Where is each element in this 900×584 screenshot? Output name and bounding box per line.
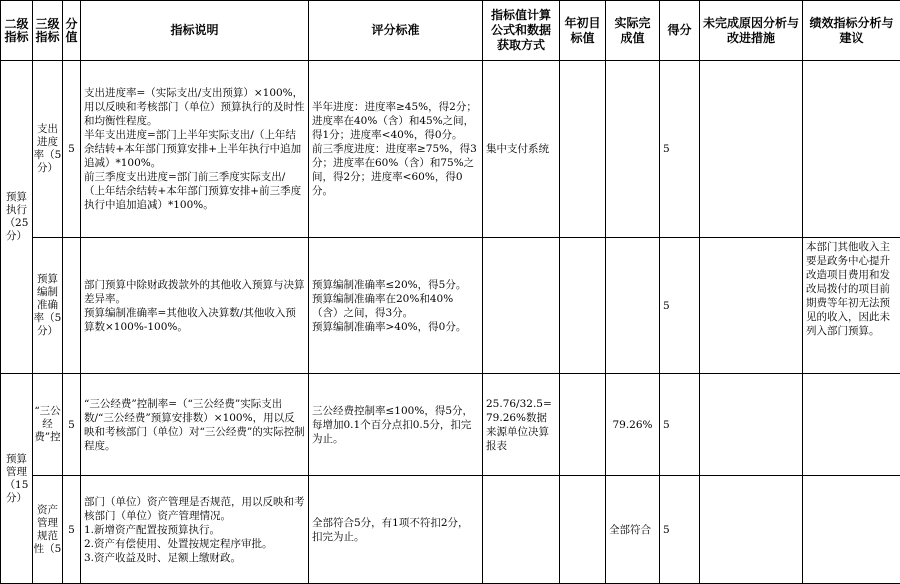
reasons-cell [700,61,803,238]
group-budget-management: 预算管理（15分） [1,374,33,584]
header-description: 指标说明 [81,1,309,61]
description-cell: 部门（单位）资产管理是否规范，用以反映和考核部门（单位）资产管理情况。 1.新增资产配置按预算执行。 2.资产有偿使用、处置按规定程序审批。 3.资产收益及时、足额上缴财政。 [81,476,309,584]
header-row [1,1,900,61]
score-cell: 5 [63,61,81,238]
reasons-cell [700,374,803,476]
reasons-cell [700,238,803,374]
criteria-cell: 预算编制准确率≤20%，得5分。 预算编制准确率在20%和40%（含）之间，得3分。 预算编制准确率>40%，得0分。 [309,238,483,374]
actual-cell: 79.26% [606,374,660,476]
score-cell [63,238,81,374]
score-cell: 5 [63,476,81,584]
description-cell: “三公经费”控制率=（“三公经费”实际支出数/“三公经费”预算安排数）×100%，用以反映和考核部门（单位）对“三公经费”的实际控制程度。 [81,374,309,476]
criteria-cell: 半年进度：进度率≥45%，得2分；进度率在40%（含）和45%之间，得1分；进度率<40%，得0分。 前三季度进度：进度率≥75%，得3分；进度率在60%（含）和75%之间，得2分；进度率<60%，得0分。 [309,61,483,238]
initial-target-cell [560,61,606,238]
header-score: 分值 [63,1,81,61]
description-cell: 部门预算中除财政拨款外的其他收入预算与决算差异率。 预算编制准确率=其他收入决算数/其他收入预算数×100%-100%。 [81,238,309,374]
formula-cell [483,238,560,374]
indicator-cell: 资产管理规范性（5 [33,476,63,584]
criteria-cell: 三公经费控制率≤100%，得5分，每增加0.1个百分点扣0.5分，扣完为止。 [309,374,483,476]
points-cell: 5 [660,238,700,374]
initial-target-cell [560,374,606,476]
score-cell: 5 [63,374,81,476]
table-row [1,476,900,584]
header-level3: 三级指标 [33,1,63,61]
actual-cell [606,61,660,238]
formula-cell: 集中支付系统 [483,61,560,238]
table-row [1,61,900,238]
header-analysis: 绩效指标分析与建议 [803,1,900,61]
group-budget-execution: 预算执行（25分） [1,61,33,374]
formula-cell: 25.76/32.5=79.26%数据来源单位决算报表 [483,374,560,476]
header-level2: 二级指标 [1,1,33,61]
description-cell: 支出进度率=（实际支出/支出预算）×100%，用以反映和考核部门（单位）预算执行的及时性和均衡性程度。 半年支出进度=部门上半年实际支出/（上年结余结转+本年部门预算安排+上半年执行中追加追减）*100%。 前三季度支出进度=部门前三季度实际支出/（上年结余结转+本年部门预算安排+前三季度执行中追加追减）*100%。 [81,61,309,238]
header-criteria: 评分标准 [309,1,483,61]
table-row [1,238,900,374]
analysis-cell [803,374,900,476]
indicator-cell: 预算编制准确率（5分） [33,238,63,374]
actual-cell: 全部符合 [606,476,660,584]
header-points: 得分 [660,1,700,61]
reasons-cell [700,476,803,584]
analysis-cell: 本部门其他收入主要是政务中心提升改造项目费用和发改局拨付的项目前期费等年初无法预见的收入，因此未列入部门预算。 [803,238,900,374]
initial-target-cell [560,476,606,584]
header-formula: 指标值计算公式和数据获取方式 [483,1,560,61]
points-cell: 5 [660,61,700,238]
indicator-cell: 支出进度率（5分） [33,61,63,238]
criteria-cell: 全部符合5分，有1项不符扣2分，扣完为止。 [309,476,483,584]
header-reasons: 未完成原因分析与改进措施 [700,1,803,61]
analysis-cell [803,61,900,238]
points-cell: 5 [660,476,700,584]
initial-target-cell [560,238,606,374]
header-actual: 实际完成值 [606,1,660,61]
analysis-cell [803,476,900,584]
points-cell: 5 [660,374,700,476]
table-row [1,374,900,476]
header-initial-target: 年初目标值 [560,1,606,61]
actual-cell [606,238,660,374]
formula-cell [483,476,560,584]
indicator-cell: “三公经费”控 [33,374,63,476]
